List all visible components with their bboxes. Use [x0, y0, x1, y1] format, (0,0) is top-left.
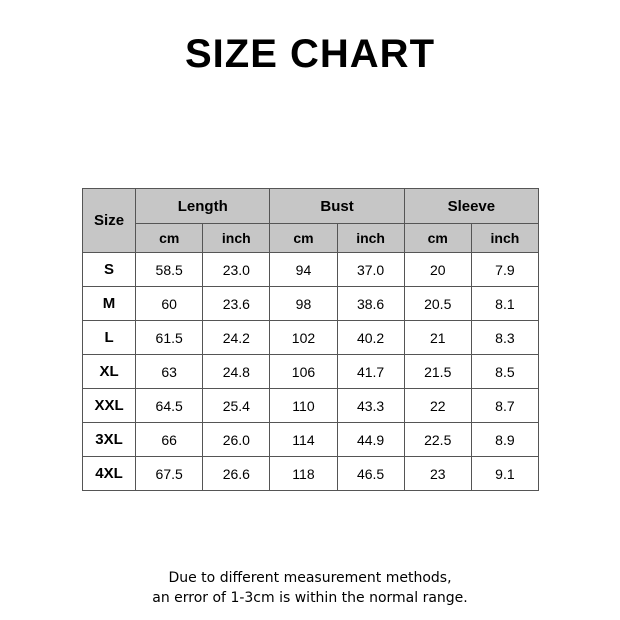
- size-label-cell: S: [83, 253, 136, 287]
- measurement-cell: 60: [136, 287, 203, 321]
- size-chart-table: [82, 188, 539, 491]
- measurement-cell: 20: [404, 253, 471, 287]
- measurement-cell: 63: [136, 355, 203, 389]
- table-row: [83, 253, 539, 287]
- table-row: [83, 355, 539, 389]
- measurement-cell: 8.3: [471, 321, 538, 355]
- table-row: [83, 389, 539, 423]
- measurement-cell: 58.5: [136, 253, 203, 287]
- measurement-cell: 118: [270, 457, 337, 491]
- bust-group-header: Bust: [270, 189, 404, 224]
- size-column-header: Size: [83, 189, 136, 253]
- note-line-1: Due to different measurement methods,: [168, 570, 452, 586]
- measurement-cell: 7.9: [471, 253, 538, 287]
- measurement-cell: 66: [136, 423, 203, 457]
- measurement-cell: 22: [404, 389, 471, 423]
- measurement-cell: 25.4: [203, 389, 270, 423]
- measurement-cell: 41.7: [337, 355, 404, 389]
- measurement-cell: 64.5: [136, 389, 203, 423]
- measurement-cell: 20.5: [404, 287, 471, 321]
- table-row: [83, 321, 539, 355]
- measurement-cell: 61.5: [136, 321, 203, 355]
- measurement-cell: 98: [270, 287, 337, 321]
- measurement-cell: 23.6: [203, 287, 270, 321]
- measurement-cell: 102: [270, 321, 337, 355]
- size-label-cell: L: [83, 321, 136, 355]
- measurement-cell: 44.9: [337, 423, 404, 457]
- measurement-cell: 26.6: [203, 457, 270, 491]
- size-label-cell: 4XL: [83, 457, 136, 491]
- measurement-note: [0, 568, 620, 608]
- measurement-cell: 8.9: [471, 423, 538, 457]
- measurement-cell: 22.5: [404, 423, 471, 457]
- measurement-cell: 110: [270, 389, 337, 423]
- length-group-header: Length: [136, 189, 270, 224]
- measurement-cell: 37.0: [337, 253, 404, 287]
- measurement-cell: 67.5: [136, 457, 203, 491]
- measurement-cell: 38.6: [337, 287, 404, 321]
- size-table-body: [83, 253, 539, 491]
- unit-header-sleeve-inch: inch: [471, 224, 538, 253]
- measurement-cell: 24.2: [203, 321, 270, 355]
- measurement-cell: 94: [270, 253, 337, 287]
- table-row: [83, 423, 539, 457]
- measurement-cell: 26.0: [203, 423, 270, 457]
- size-label-cell: XXL: [83, 389, 136, 423]
- measurement-cell: 21: [404, 321, 471, 355]
- header-group-row: [83, 189, 539, 224]
- size-label-cell: XL: [83, 355, 136, 389]
- measurement-cell: 24.8: [203, 355, 270, 389]
- measurement-cell: 8.7: [471, 389, 538, 423]
- unit-header-length-inch: inch: [203, 224, 270, 253]
- measurement-cell: 46.5: [337, 457, 404, 491]
- sleeve-group-header: Sleeve: [404, 189, 538, 224]
- unit-header-bust-inch: inch: [337, 224, 404, 253]
- unit-header-bust-cm: cm: [270, 224, 337, 253]
- table-row: [83, 287, 539, 321]
- table-row: [83, 457, 539, 491]
- unit-header-sleeve-cm: cm: [404, 224, 471, 253]
- size-label-cell: M: [83, 287, 136, 321]
- page-title: SIZE CHART: [185, 32, 435, 76]
- unit-header-length-cm: cm: [136, 224, 203, 253]
- measurement-cell: 114: [270, 423, 337, 457]
- note-line-2: an error of 1-3cm is within the normal range.: [152, 590, 468, 606]
- measurement-cell: 40.2: [337, 321, 404, 355]
- measurement-cell: 23: [404, 457, 471, 491]
- header-unit-row: [83, 224, 539, 253]
- measurement-cell: 8.1: [471, 287, 538, 321]
- measurement-cell: 21.5: [404, 355, 471, 389]
- size-label-cell: 3XL: [83, 423, 136, 457]
- measurement-cell: 43.3: [337, 389, 404, 423]
- measurement-cell: 23.0: [203, 253, 270, 287]
- measurement-cell: 8.5: [471, 355, 538, 389]
- measurement-cell: 106: [270, 355, 337, 389]
- measurement-cell: 9.1: [471, 457, 538, 491]
